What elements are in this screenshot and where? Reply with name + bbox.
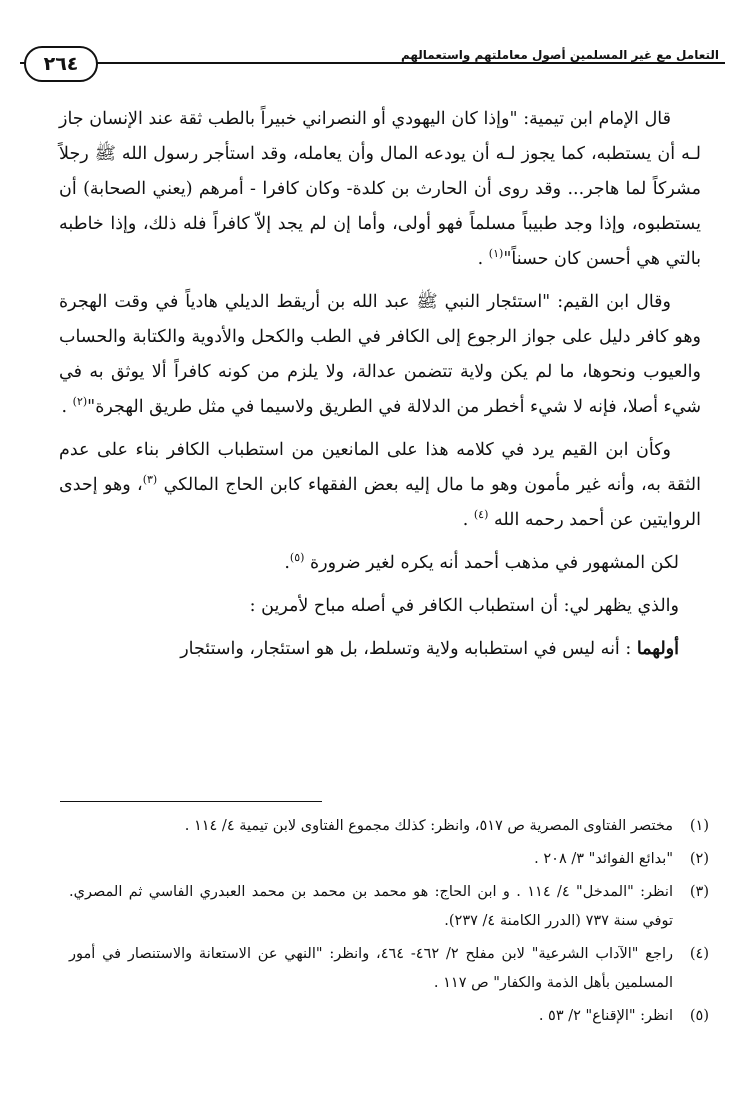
paragraph-text: قال الإمام ابن تيمية: "وإذا كان اليهودي أو النصراني خبيراً بالطب ثقة عند الإنسان جاز لـه أن يستطبه، كما يجوز لـه أن يودعه المال وأن يعامله، وقد استأجر رسول الله ﷺ رجلاً مشركاً لما هاجر... وقد روى أن الحارث بن كلدة- وكان كافرا - أمرهم (يعني الصحابة) أن يستطبوه، وإذا وجد طبيباً مسلماً فهو أولى، وأما إن لم يجد إلاّ كافراً فله ذلك، وإذا خاطبه بالتي هي أحسن كان حسناً" — [59, 109, 701, 269]
footnote-text: انظر: "المدخل" ٤/ ١١٤ . و ابن الحاج: هو محمد بن محمد بن محمد العبدري الفاسي ثم المصري. توفي سنة ٧٣٧ (الدرر الكامنة ٤/ ٢٣٧). — [69, 884, 673, 929]
paragraph-tail: . — [477, 249, 484, 269]
footnote-number: (٢) — [689, 851, 709, 867]
paragraph-ibn-qayyim-response — [59, 433, 701, 538]
page-header — [20, 50, 725, 90]
footnote-text: "بدائع الفوائد" ٣/ ٢٠٨ . — [534, 851, 673, 867]
paragraph-lead: أولهما — [636, 639, 679, 659]
footnote-number: (١) — [689, 818, 709, 834]
paragraph-ibn-qayyim-quote — [59, 285, 701, 425]
footnote-ref-2: (٢) — [72, 395, 88, 409]
footnote-number: (٥) — [689, 1008, 709, 1024]
paragraph-tail: ، وهو إحدى الروايتين عن أحمد رحمه الله — [59, 475, 701, 530]
paragraph-text: والذي يظهر لي: أن استطباب الكافر في أصله مباح لأمرين : — [249, 596, 679, 616]
paragraph-ibn-taymiyyah-quote — [59, 102, 701, 277]
main-text — [59, 102, 701, 675]
footnote-number: (٣) — [689, 884, 709, 900]
footnote-text: انظر: "الإقناع" ٢/ ٥٣ . — [538, 1008, 673, 1024]
paragraph-text: : أنه ليس في استطبابه ولاية وتسلط، بل هو استئجار، واستئجار — [180, 639, 637, 659]
footnote-ref-5: (٥) — [289, 551, 305, 565]
paragraph-text: وقال ابن القيم: "استئجار النبي ﷺ عبد الله بن أريقط الديلي هادياً في وقت الهجرة وهو كافر دليل على جواز الرجوع إلى الكافر في الطب والكحل والأدوية والكتابة والحساب والعيوب ونحوها، ما لم يكن ولاية تتضمن عدالة، ولا يلزم من كونه كافراً ألا يوثق به في شيء أصلا، فإنه لا شيء أخطر من الدلالة في الطريق ولاسيما في مثل طريق الهجرة" — [59, 292, 701, 417]
header-rule — [20, 62, 725, 64]
footnote-item — [69, 812, 709, 841]
paragraph-tail: . — [284, 553, 290, 573]
paragraph-tail: . — [61, 397, 68, 417]
footnote-ref-3: (٣) — [142, 473, 158, 487]
footnote-item — [69, 878, 709, 936]
footnote-text: راجع "الآداب الشرعية" لابن مفلح ٢/ ٤٦٢- ٤٦٤، وانظر: "النهي عن الاستعانة والاستنصار في أمور المسلمين بأهل الذمة والكفار" ص ١١٧ . — [69, 946, 673, 991]
footnote-text: مختصر الفتاوى المصرية ص ٥١٧، وانظر: كذلك مجموع الفتاوى لابن تيمية ٤/ ١١٤ . — [184, 818, 673, 834]
footnote-number: (٤) — [689, 946, 709, 962]
paragraph-text: لكن المشهور في مذهب أحمد أنه يكره لغير ضرورة — [310, 553, 679, 573]
paragraph-text: وكأن ابن القيم يرد في كلامه هذا على المانعين من استطباب الكافر بناء على عدم الثقة به، وأنه غير مأمون وهو ما مال إليه بعض الفقهاء كابن الحاج المالكي — [59, 440, 701, 495]
footnote-separator — [60, 801, 322, 802]
footnote-item — [69, 1002, 709, 1031]
paragraph-first-reason — [59, 632, 701, 667]
paragraph-tail-2: . — [462, 510, 469, 530]
footnotes — [69, 812, 709, 1035]
footnote-item — [69, 845, 709, 874]
running-title: التعامل مع غير المسلمين أصول معاملتهم واستعمالهم — [393, 48, 723, 62]
footnote-ref-4: (٤) — [473, 508, 489, 522]
paragraph-ahmad-madhhab — [59, 546, 701, 581]
footnote-ref-1: (١) — [488, 247, 504, 261]
page-number-badge: ٢٦٤ — [24, 46, 98, 82]
paragraph-author-view — [59, 589, 701, 624]
footnote-item — [69, 940, 709, 998]
